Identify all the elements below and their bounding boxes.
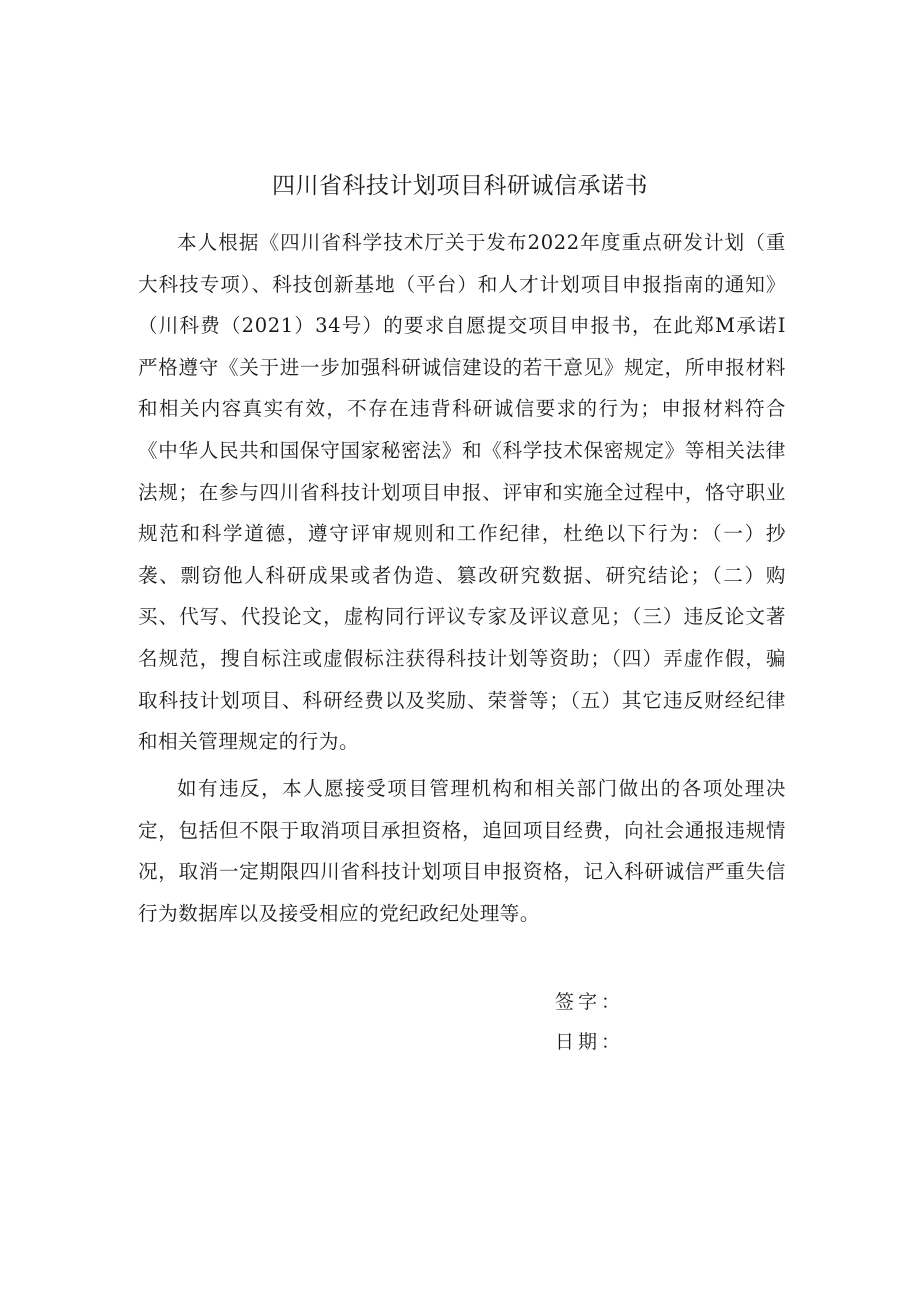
- signature-label: 签字：: [555, 991, 625, 1013]
- commitment-paragraph: 本人根据《四川省科学技术厅关于发布2022年度重点研发计划（重大科技专项）、科技创新基地（平台）和人才计划项目申报指南的通知》（川科费（2021）34号）的要求自愿提交项目申报书，在此郑M承诺I严格遵守《关于进一步加强科研诚信建设的若干意见》规定，所申报材料和相关内容真实有效，不存在违背科研诚信要求的行为；申报材料符合《中华人民共和国保守国家秘密法》和《科学技术保密规定》等相关法律法规；在参与四川省科技计划项目申报、评审和实施全过程中，恪守职业规范和科学道德，遵守评审规则和工作纪律，杜绝以下行为：（一）抄袭、剽窃他人科研成果或者伪造、篡改研究数据、研究结论；（二）购买、代写、代投论文，虚构同行评议专家及评议意见；（三）违反论文著名规范，搜自标注或虚假标注获得科技计划等资助；（四）弄虚作假，骗取科技计划项目、科研经费以及奖励、荣誉等；（五）其它违反财经纪律和相关管理规定的行为。: [138, 231, 786, 754]
- violation-consequence-paragraph: 如有违反，本人愿接受项目管理机构和相关部门做出的各项处理决定，包括但不限于取消项目承担资格，追回项目经费，向社会通报违规情况，取消一定期限四川省科技计划项目申报资格，记入科研诚信严重失信行为数据库以及接受相应的党纪政纪处理等。: [138, 777, 786, 925]
- date-label: 日期：: [555, 1031, 625, 1053]
- document-title: 四川省科技计划项目科研诚信承诺书: [272, 173, 648, 199]
